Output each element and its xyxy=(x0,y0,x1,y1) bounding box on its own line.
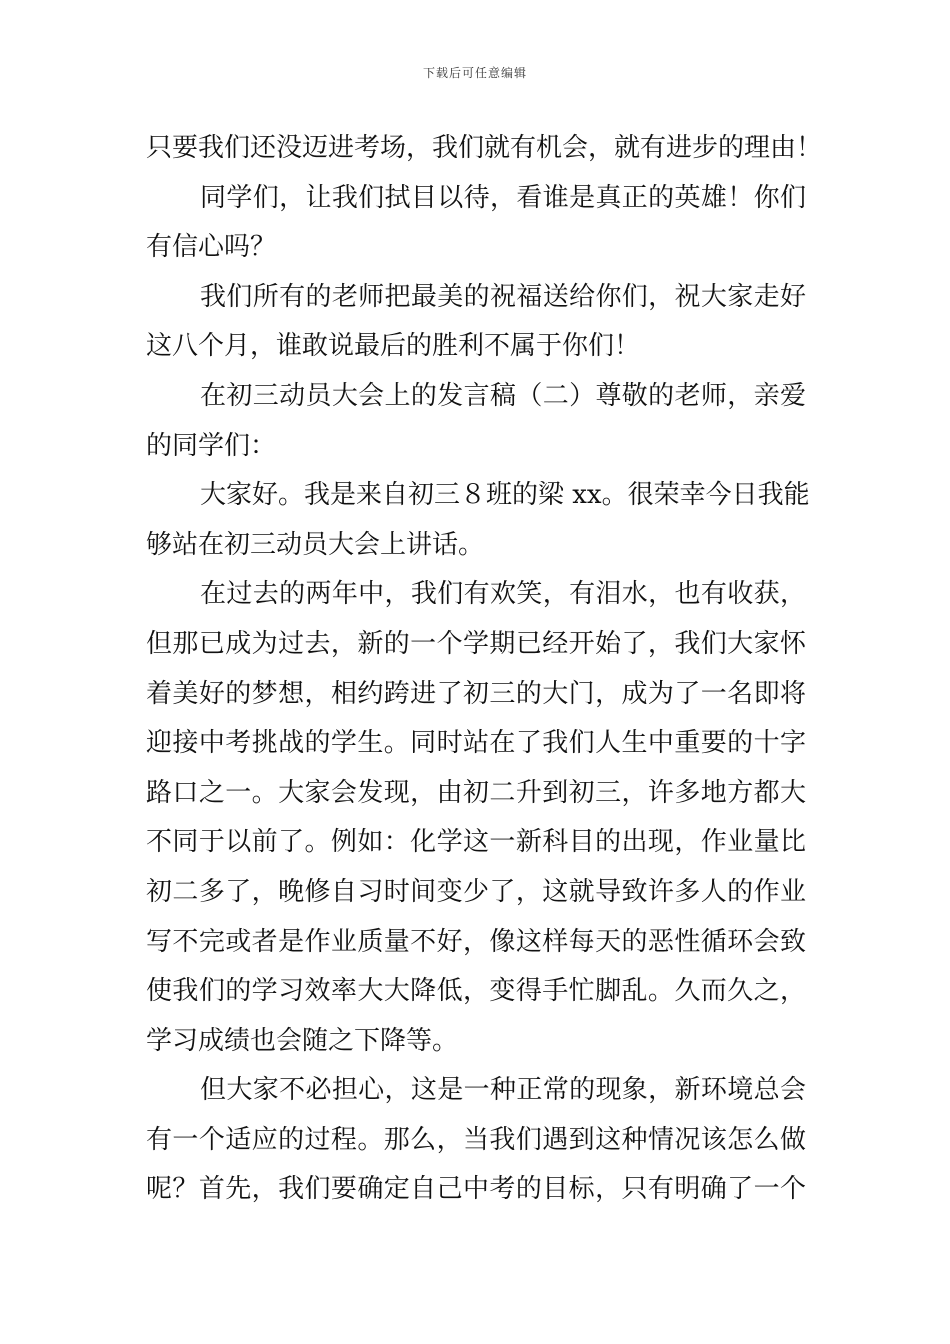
text-line: 但那已成为过去，新的一个学期已经开始了，我们大家怀 xyxy=(146,628,806,659)
text-line: 够站在初三动员大会上讲话。 xyxy=(146,529,485,560)
text-line: 大家好。我是来自初三８班的梁 xx。很荣幸今日我能 xyxy=(200,480,810,511)
text-line: 我们所有的老师把最美的祝福送给你们，祝大家走好 xyxy=(200,281,806,312)
text-line: 的同学们： xyxy=(146,430,277,461)
text-line: 只要我们还没迈进考场，我们就有机会，就有进步的理由！ xyxy=(146,133,823,163)
text-line: 不同于以前了。例如：化学这一新科目的出现，作业量比 xyxy=(146,827,806,858)
text-line: 着美好的梦想，相约跨进了初三的大门，成为了一名即将 xyxy=(146,678,806,709)
header-note: 下载后可任意编辑 xyxy=(422,66,527,80)
text-line: 同学们，让我们拭目以待，看谁是真正的英雄！你们 xyxy=(200,182,806,213)
text-line: 学习成绩也会随之下降等。 xyxy=(146,1025,459,1056)
text-line: 使我们的学习效率大大降低，变得手忙脚乱。久而久之， xyxy=(146,976,806,1007)
text-line: 初二多了，晚修自习时间变少了，这就导致许多人的作业 xyxy=(146,876,806,907)
text-line: 这八个月，谁敢说最后的胜利不属于你们！ xyxy=(146,331,641,362)
text-line: 路口之一。大家会发现，由初二升到初三，许多地方都大 xyxy=(146,777,806,808)
text-line: 在初三动员大会上的发言稿（二）尊敬的老师，亲爱 xyxy=(200,380,806,411)
text-line: 有一个适应的过程。那么，当我们遇到这种情况该怎么做 xyxy=(146,1124,806,1155)
text-line: 在过去的两年中，我们有欢笑，有泪水，也有收获， xyxy=(200,579,806,610)
document-body xyxy=(146,124,823,1215)
text-line: 迎接中考挑战的学生。同时站在了我们人生中重要的十字 xyxy=(146,728,806,759)
text-line: 呢？首先，我们要确定自己中考的目标，只有明确了一个 xyxy=(146,1174,806,1205)
text-line: 写不完或者是作业质量不好，像这样每天的恶性循环会致 xyxy=(146,926,806,957)
text-line: 但大家不必担心，这是一种正常的现象，新环境总会 xyxy=(200,1075,806,1106)
text-line: 有信心吗？ xyxy=(146,232,277,263)
